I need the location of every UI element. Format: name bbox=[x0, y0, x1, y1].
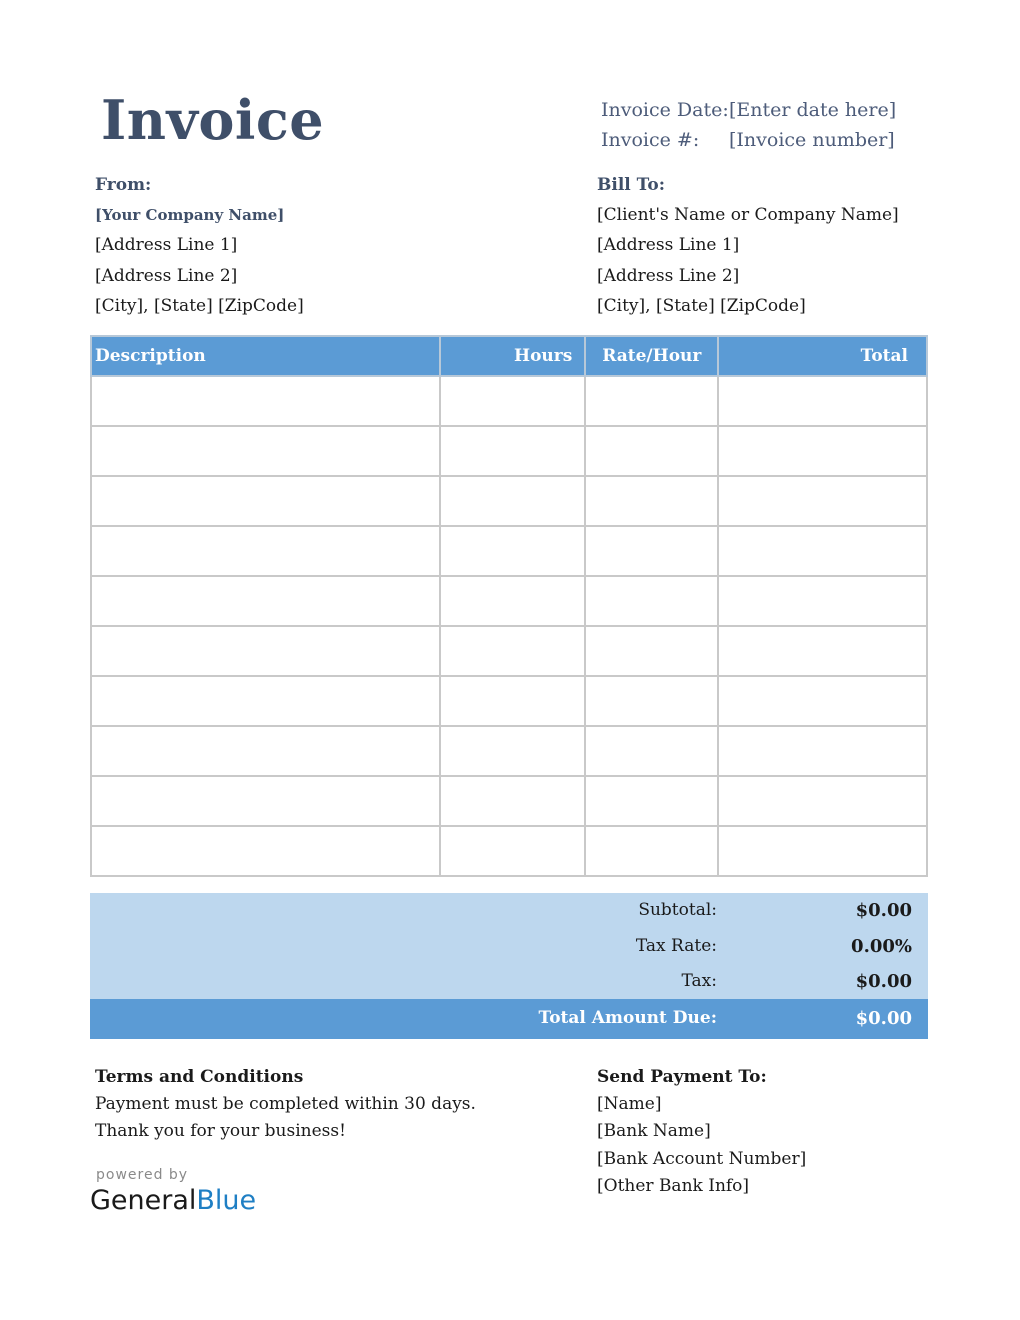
invoice-title: Invoice bbox=[101, 88, 325, 152]
invoice-number-value[interactable]: [Invoice number] bbox=[729, 129, 895, 151]
table-header-row bbox=[91, 336, 927, 376]
tax-rate-row bbox=[90, 929, 928, 964]
column-header-hours: Hours bbox=[440, 336, 585, 376]
subtotal-row bbox=[90, 893, 928, 928]
table-row bbox=[91, 376, 927, 426]
table-row bbox=[91, 426, 927, 476]
table-row bbox=[91, 476, 927, 526]
cell-hours[interactable] bbox=[440, 826, 585, 876]
cell-rate[interactable] bbox=[585, 726, 718, 776]
invoice-date-label: Invoice Date: bbox=[601, 99, 729, 121]
generalblue-logo bbox=[90, 1185, 256, 1216]
cell-rate[interactable] bbox=[585, 376, 718, 426]
cell-total[interactable] bbox=[718, 826, 927, 876]
from-heading: From: bbox=[95, 175, 152, 195]
from-address-line-2[interactable]: [Address Line 2] bbox=[95, 266, 238, 286]
table-row bbox=[91, 776, 927, 826]
subtotal-label: Subtotal: bbox=[638, 900, 717, 920]
cell-rate[interactable] bbox=[585, 476, 718, 526]
subtotal-value: $0.00 bbox=[855, 900, 912, 921]
cell-total[interactable] bbox=[718, 626, 927, 676]
cell-rate[interactable] bbox=[585, 626, 718, 676]
cell-hours[interactable] bbox=[440, 626, 585, 676]
line-items-table bbox=[90, 335, 928, 877]
table-row bbox=[91, 676, 927, 726]
cell-total[interactable] bbox=[718, 426, 927, 476]
tax-rate-label: Tax Rate: bbox=[635, 936, 717, 956]
payment-other-info[interactable]: [Other Bank Info] bbox=[597, 1176, 750, 1196]
brand-blue: Blue bbox=[196, 1185, 257, 1216]
total-due-label: Total Amount Due: bbox=[538, 1008, 717, 1028]
payment-account-number[interactable]: [Bank Account Number] bbox=[597, 1149, 807, 1169]
column-header-description: Description bbox=[91, 336, 440, 376]
payment-name[interactable]: [Name] bbox=[597, 1094, 662, 1114]
from-city-state-zip[interactable]: [City], [State] [ZipCode] bbox=[95, 296, 304, 316]
cell-description[interactable] bbox=[91, 476, 440, 526]
cell-description[interactable] bbox=[91, 776, 440, 826]
cell-hours[interactable] bbox=[440, 776, 585, 826]
from-company[interactable]: [Your Company Name] bbox=[95, 206, 285, 224]
tax-value: $0.00 bbox=[855, 971, 912, 992]
cell-description[interactable] bbox=[91, 826, 440, 876]
table-row bbox=[91, 576, 927, 626]
cell-description[interactable] bbox=[91, 676, 440, 726]
invoice-number-label: Invoice #: bbox=[601, 129, 700, 151]
cell-rate[interactable] bbox=[585, 526, 718, 576]
cell-hours[interactable] bbox=[440, 726, 585, 776]
cell-hours[interactable] bbox=[440, 476, 585, 526]
table-row bbox=[91, 826, 927, 876]
cell-total[interactable] bbox=[718, 776, 927, 826]
total-due-value: $0.00 bbox=[855, 1008, 912, 1029]
powered-by-text: powered by bbox=[96, 1167, 189, 1183]
cell-hours[interactable] bbox=[440, 676, 585, 726]
bill-to-heading: Bill To: bbox=[597, 175, 665, 195]
column-header-rate: Rate/Hour bbox=[585, 336, 718, 376]
tax-rate-value[interactable]: 0.00% bbox=[851, 936, 912, 957]
cell-total[interactable] bbox=[718, 726, 927, 776]
cell-description[interactable] bbox=[91, 626, 440, 676]
payment-heading: Send Payment To: bbox=[597, 1067, 767, 1087]
cell-hours[interactable] bbox=[440, 426, 585, 476]
cell-rate[interactable] bbox=[585, 776, 718, 826]
table-row bbox=[91, 626, 927, 676]
cell-rate[interactable] bbox=[585, 426, 718, 476]
cell-hours[interactable] bbox=[440, 526, 585, 576]
cell-total[interactable] bbox=[718, 476, 927, 526]
terms-heading: Terms and Conditions bbox=[95, 1067, 304, 1087]
cell-description[interactable] bbox=[91, 376, 440, 426]
cell-total[interactable] bbox=[718, 526, 927, 576]
cell-hours[interactable] bbox=[440, 376, 585, 426]
bill-to-address-line-1[interactable]: [Address Line 1] bbox=[597, 235, 740, 255]
brand-general: General bbox=[90, 1185, 197, 1216]
terms-line-2: Thank you for your business! bbox=[95, 1121, 346, 1141]
column-header-total: Total bbox=[718, 336, 927, 376]
total-due-bar bbox=[90, 999, 928, 1039]
cell-description[interactable] bbox=[91, 526, 440, 576]
cell-total[interactable] bbox=[718, 376, 927, 426]
cell-total[interactable] bbox=[718, 676, 927, 726]
payment-bank-name[interactable]: [Bank Name] bbox=[597, 1121, 711, 1141]
bill-to-city-state-zip[interactable]: [City], [State] [ZipCode] bbox=[597, 296, 806, 316]
from-address-line-1[interactable]: [Address Line 1] bbox=[95, 235, 238, 255]
cell-description[interactable] bbox=[91, 576, 440, 626]
tax-label: Tax: bbox=[681, 971, 717, 991]
cell-rate[interactable] bbox=[585, 826, 718, 876]
summary-panel bbox=[90, 893, 928, 999]
bill-to-address-line-2[interactable]: [Address Line 2] bbox=[597, 266, 740, 286]
cell-total[interactable] bbox=[718, 576, 927, 626]
cell-rate[interactable] bbox=[585, 576, 718, 626]
cell-rate[interactable] bbox=[585, 676, 718, 726]
invoice-date-value[interactable]: [Enter date here] bbox=[729, 99, 897, 121]
table-row bbox=[91, 726, 927, 776]
cell-description[interactable] bbox=[91, 726, 440, 776]
terms-line-1: Payment must be completed within 30 days. bbox=[95, 1094, 476, 1114]
cell-description[interactable] bbox=[91, 426, 440, 476]
table-row bbox=[91, 526, 927, 576]
bill-to-client[interactable]: [Client's Name or Company Name] bbox=[597, 205, 899, 225]
tax-row bbox=[90, 964, 928, 999]
cell-hours[interactable] bbox=[440, 576, 585, 626]
